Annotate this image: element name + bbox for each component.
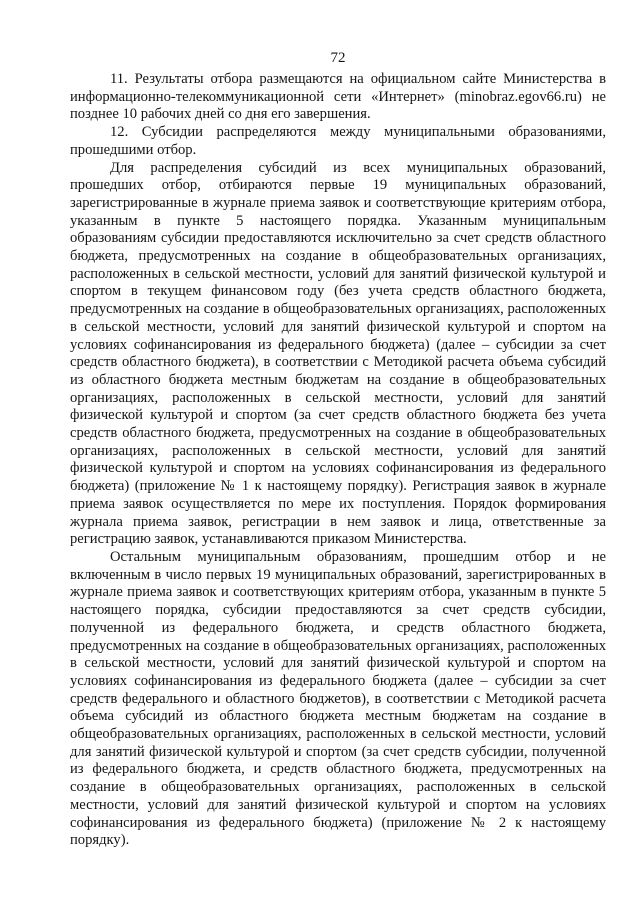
- paragraph-first-19-municipalities: Для распределения субсидий из всех муниципальных образований, прошедших отбор, отбираются первые 19 муниципальных образований, зарегистрированные в журнале приема заявок и соответствующие критериям отбора, указанным в пункте 5 настоящего порядка. Указанным муниципальным образованиям субсидии предоставляются исключительно за счет средств областного бюджета, предусмотренных на создание в общеобразовательных организациях, расположенных в сельской местности, условий для занятий физической культурой и спортом в текущем финансовом году (без учета средств областного бюджета, предусмотренных на создание в общеобразовательных организациях, расположенных в сельской местности, условий для занятий физической культурой и спортом на условиях софинансирования из федерального бюджета) (далее – субсидии за счет средств областного бюджета), в соответствии с Методикой расчета объема субсидий из областного бюджета местным бюджетам на создание в общеобразовательных организациях, расположенных в сельской местности, условий для занятий физической культурой и спортом (за счет средств областного бюджета без учета средств областного бюджета, предусмотренных на создание в общеобразовательных организациях, расположенных в сельской местности, условий для занятий физической культурой и спортом на условиях софинансирования из федерального бюджета) (приложение № 1 к настоящему порядку). Регистрация заявок в журнале приема заявок осуществляется по мере их поступления. Порядок формирования журнала приема заявок, регистрации в нем заявок и лица, ответственные за регистрацию заявок, устанавливаются приказом Министерства.: [70, 159, 606, 548]
- document-page: [70, 0, 606, 850]
- paragraph-remaining-municipalities: Остальным муниципальным образованиям, прошедшим отбор и не включенным в число первых 19 муниципальных образований, зарегистрированных в журнале приема заявок и соответствующих критериям отбора, указанным в пункте 5 настоящего порядка, субсидии предоставляются за счет средств субсидии, полученной из федерального бюджета, и средств областного бюджета, предусмотренных на создание в общеобразовательных организациях, расположенных в сельской местности, условий для занятий физической культурой и спортом на условиях софинансирования из федерального бюджета (далее – субсидии за счет средств федерального и областного бюджетов), в соответствии с Методикой расчета объема субсидий из областного бюджета местным бюджетам на создание в общеобразовательных организациях, расположенных в сельской местности, условий для занятий физической культурой и спортом (за счет средств субсидии, полученной из федерального бюджета, и средств областного бюджета, предусмотренных на создание в общеобразовательных организациях, расположенных в сельской местности, условий для занятий физической культурой и спортом на условиях софинансирования из федерального бюджета) (приложение № 2 к настоящему порядку).: [70, 548, 606, 849]
- paragraph-12-distribution: 12. Субсидии распределяются между муниципальными образованиями, прошедшими отбор.: [70, 124, 606, 158]
- paragraph-11-results: 11. Результаты отбора размещаются на официальном сайте Министерства в информационно-телекоммуникационной сети «Интернет» (minobraz.egov66.ru) не позднее 10 рабочих дней со дня его завершения.: [70, 71, 606, 123]
- page-number: 72: [330, 50, 346, 66]
